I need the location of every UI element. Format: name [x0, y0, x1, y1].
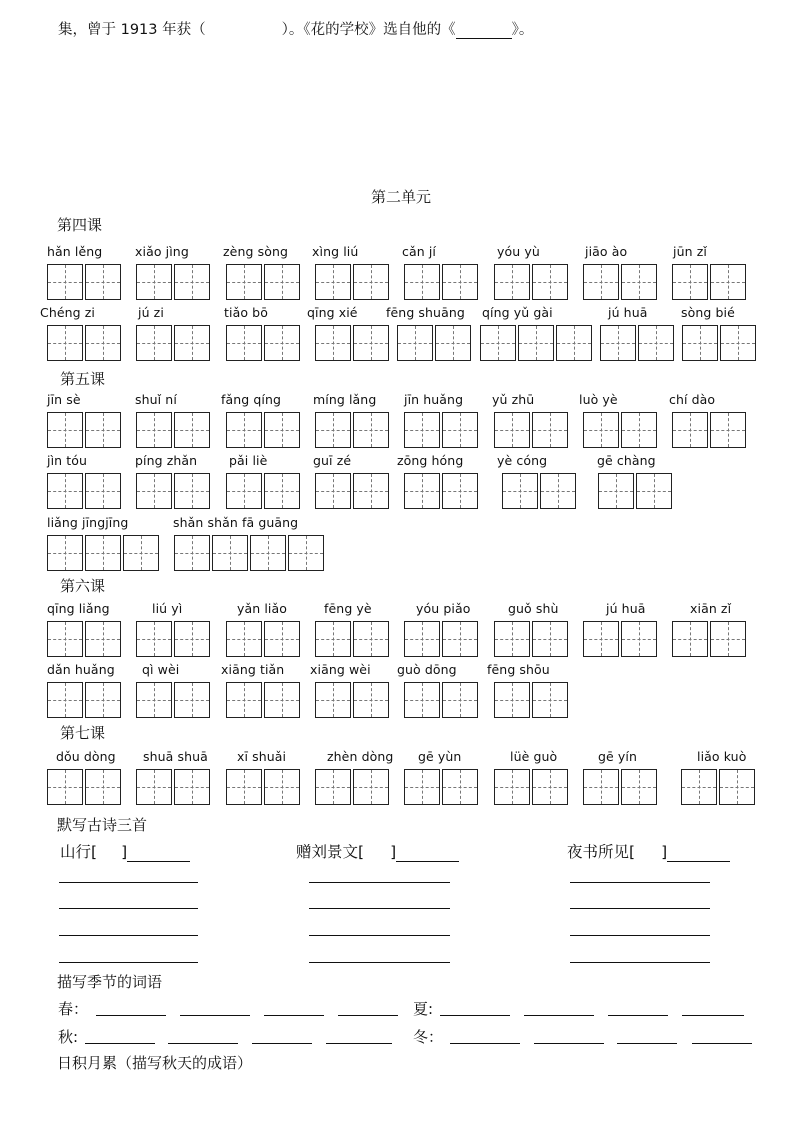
writing-cell[interactable] — [480, 325, 516, 361]
top-text-part2: ）。《花的学校》选自他的《 — [281, 22, 456, 38]
writing-cell[interactable] — [540, 473, 576, 509]
writing-cell[interactable] — [353, 473, 389, 509]
writing-cell[interactable] — [442, 621, 478, 657]
writing-cell[interactable] — [174, 473, 210, 509]
pinyin-label: shuǐ ní — [135, 392, 177, 407]
autumn-blank[interactable] — [85, 1043, 155, 1044]
pinyin-label: qīng liǎng — [47, 601, 110, 616]
writing-cell[interactable] — [226, 769, 262, 805]
writing-cell[interactable] — [136, 412, 172, 448]
writing-cell[interactable] — [404, 621, 440, 657]
pinyin-label: qì wèi — [142, 662, 180, 677]
pinyin-label: luò yè — [579, 392, 618, 407]
pinyin-label: jìn tóu — [47, 453, 88, 468]
writing-cell[interactable] — [583, 412, 619, 448]
poem-2-line[interactable] — [309, 882, 450, 883]
writing-cell[interactable] — [636, 473, 672, 509]
pinyin-label: yǔ zhū — [492, 392, 535, 407]
writing-cell[interactable] — [136, 769, 172, 805]
writing-cell[interactable] — [621, 769, 657, 805]
poem-1-title: 山行[ ] — [60, 840, 190, 862]
summer-blank[interactable] — [608, 1015, 668, 1016]
writing-cell[interactable] — [442, 264, 478, 300]
writing-cell[interactable] — [264, 682, 300, 718]
writing-cell[interactable] — [85, 621, 121, 657]
writing-cell[interactable] — [264, 769, 300, 805]
pinyin-label: píng zhǎn — [135, 453, 198, 468]
pinyin-label: fēng yè — [324, 601, 372, 616]
pinyin-label: xiāng wèi — [310, 662, 371, 677]
writing-cell[interactable] — [226, 682, 262, 718]
writing-cell[interactable] — [315, 473, 351, 509]
pinyin-label: jú huā — [606, 601, 646, 616]
poem-2-title: 赠刘景文[ ] — [296, 840, 459, 862]
writing-cell[interactable] — [532, 412, 568, 448]
poem-section-heading: 默写古诗三首 — [57, 816, 148, 834]
writing-cell[interactable] — [315, 325, 351, 361]
pinyin-label: liǎng jīngjīng — [47, 515, 129, 530]
writing-cell[interactable] — [136, 264, 172, 300]
pinyin-label: chí dào — [669, 392, 716, 407]
poem-1-line[interactable] — [59, 935, 198, 936]
winter-blank[interactable] — [692, 1043, 752, 1044]
writing-cell[interactable] — [404, 769, 440, 805]
autumn-label: 秋: — [58, 1028, 79, 1046]
poem-3-line[interactable] — [570, 962, 710, 963]
writing-cell[interactable] — [442, 412, 478, 448]
pinyin-label: sòng bié — [681, 305, 735, 320]
writing-cell[interactable] — [85, 535, 121, 571]
writing-cell[interactable] — [174, 412, 210, 448]
spring-blank[interactable] — [96, 1015, 166, 1016]
pinyin-label: zèng sòng — [223, 244, 288, 259]
writing-cell[interactable] — [315, 412, 351, 448]
summer-blank[interactable] — [440, 1015, 510, 1016]
writing-cell[interactable] — [212, 535, 248, 571]
writing-cell[interactable] — [136, 682, 172, 718]
writing-cell[interactable] — [404, 473, 440, 509]
writing-cell[interactable] — [494, 769, 530, 805]
spring-blank[interactable] — [338, 1015, 398, 1016]
writing-cell[interactable] — [583, 621, 619, 657]
writing-cell[interactable] — [136, 473, 172, 509]
writing-cell[interactable] — [442, 473, 478, 509]
poem-1-author-blank[interactable] — [127, 846, 190, 862]
writing-cell[interactable] — [136, 325, 172, 361]
top-question-line — [58, 18, 533, 39]
pinyin-label: xiāng tiǎn — [221, 662, 285, 677]
writing-cell[interactable] — [494, 264, 530, 300]
writing-cell[interactable] — [719, 769, 755, 805]
lesson-4-title: 第四课 — [57, 216, 103, 234]
winter-blank[interactable] — [450, 1043, 520, 1044]
writing-cell[interactable] — [353, 412, 389, 448]
writing-cell[interactable] — [47, 325, 83, 361]
writing-cell[interactable] — [315, 682, 351, 718]
top-text-part3: 》。 — [511, 22, 534, 38]
pinyin-label: xiǎo jìng — [135, 244, 189, 259]
summer-blank[interactable] — [682, 1015, 744, 1016]
writing-cell[interactable] — [85, 473, 121, 509]
writing-cell[interactable] — [174, 264, 210, 300]
writing-cell[interactable] — [404, 682, 440, 718]
top-blank-2[interactable] — [456, 23, 512, 39]
lesson-5-title: 第五课 — [60, 370, 106, 388]
writing-cell[interactable] — [264, 264, 300, 300]
writing-cell[interactable] — [85, 412, 121, 448]
writing-cell[interactable] — [123, 535, 159, 571]
writing-cell[interactable] — [226, 264, 262, 300]
poem-3-line[interactable] — [570, 882, 710, 883]
pinyin-label: qíng yǔ gài — [482, 305, 553, 320]
writing-cell[interactable] — [353, 621, 389, 657]
autumn-blank[interactable] — [326, 1043, 392, 1044]
writing-cell[interactable] — [556, 325, 592, 361]
pinyin-label: hǎn lěng — [47, 244, 103, 259]
writing-cell[interactable] — [583, 769, 619, 805]
writing-cell[interactable] — [47, 769, 83, 805]
writing-cell[interactable] — [47, 621, 83, 657]
pinyin-label: guò dōng — [397, 662, 457, 677]
writing-cell[interactable] — [583, 264, 619, 300]
writing-cell[interactable] — [353, 682, 389, 718]
writing-cell[interactable] — [710, 264, 746, 300]
writing-cell[interactable] — [47, 682, 83, 718]
writing-cell[interactable] — [226, 325, 262, 361]
pinyin-label: yǎn liǎo — [237, 601, 288, 616]
writing-cell[interactable] — [174, 535, 210, 571]
pinyin-label: xiān zǐ — [690, 601, 732, 616]
writing-cell[interactable] — [353, 264, 389, 300]
pinyin-label: fǎng qíng — [221, 392, 282, 407]
poem-2-line[interactable] — [309, 908, 450, 909]
writing-cell[interactable] — [621, 621, 657, 657]
pinyin-label: Chéng zi — [40, 305, 96, 320]
writing-cell[interactable] — [435, 325, 471, 361]
pinyin-label: qīng xié — [307, 305, 358, 320]
pinyin-label: pǎi liè — [229, 453, 268, 468]
pinyin-label: gē yùn — [418, 749, 462, 764]
spring-blank[interactable] — [180, 1015, 250, 1016]
writing-cell[interactable] — [85, 325, 121, 361]
idiom-section-heading: 日积月累（描写秋天的成语） — [57, 1054, 253, 1072]
writing-cell[interactable] — [494, 682, 530, 718]
writing-cell[interactable] — [710, 621, 746, 657]
pinyin-label: dǎn huǎng — [47, 662, 115, 677]
writing-cell[interactable] — [174, 325, 210, 361]
poem-3-title: 夜书所见[ ] — [567, 840, 730, 862]
writing-cell[interactable] — [174, 682, 210, 718]
winter-blank[interactable] — [534, 1043, 604, 1044]
pinyin-label: liǎo kuò — [697, 749, 747, 764]
writing-cell[interactable] — [264, 473, 300, 509]
writing-cell[interactable] — [226, 412, 262, 448]
pinyin-label: lüè guò — [510, 749, 558, 764]
pinyin-label: liú yì — [152, 601, 183, 616]
lesson-6-title: 第六课 — [60, 577, 106, 595]
pinyin-label: jīn huǎng — [404, 392, 464, 407]
writing-cell[interactable] — [47, 412, 83, 448]
pinyin-label: fēng shōu — [487, 662, 550, 677]
writing-cell[interactable] — [264, 325, 300, 361]
pinyin-label: zhèn dòng — [327, 749, 394, 764]
poem-1-line[interactable] — [59, 882, 198, 883]
writing-cell[interactable] — [442, 769, 478, 805]
writing-cell[interactable] — [264, 621, 300, 657]
poem-3-author-blank[interactable] — [667, 846, 730, 862]
autumn-blank[interactable] — [252, 1043, 312, 1044]
writing-cell[interactable] — [47, 264, 83, 300]
pinyin-label: shǎn shǎn fā guāng — [173, 515, 299, 530]
writing-cell[interactable] — [532, 682, 568, 718]
writing-cell[interactable] — [85, 264, 121, 300]
writing-cell[interactable] — [518, 325, 554, 361]
writing-cell[interactable] — [672, 412, 708, 448]
writing-cell[interactable] — [250, 535, 286, 571]
pinyin-label: guī zé — [313, 453, 352, 468]
writing-cell[interactable] — [442, 682, 478, 718]
writing-cell[interactable] — [682, 325, 718, 361]
writing-cell[interactable] — [226, 621, 262, 657]
pinyin-label: míng lǎng — [313, 392, 377, 407]
pinyin-label: jú huā — [608, 305, 648, 320]
pinyin-label: zōng hóng — [397, 453, 464, 468]
summer-label: 夏: — [413, 1000, 434, 1018]
top-text-part1: 集，曾于 1913 年获（ — [58, 22, 206, 38]
pinyin-label: jú zi — [138, 305, 164, 320]
poem-3-line[interactable] — [570, 908, 710, 909]
writing-cell[interactable] — [621, 412, 657, 448]
pinyin-label: dǒu dòng — [56, 749, 116, 764]
pinyin-label: jiāo ào — [585, 244, 628, 259]
writing-cell[interactable] — [174, 621, 210, 657]
poem-2-author-blank[interactable] — [396, 846, 459, 862]
writing-cell[interactable] — [532, 264, 568, 300]
writing-cell[interactable] — [710, 412, 746, 448]
summer-blank[interactable] — [524, 1015, 594, 1016]
pinyin-label: jīn sè — [47, 392, 81, 407]
poem-1-line[interactable] — [59, 908, 198, 909]
writing-cell[interactable] — [315, 621, 351, 657]
pinyin-label: jūn zǐ — [673, 244, 707, 259]
writing-cell[interactable] — [720, 325, 756, 361]
writing-cell[interactable] — [315, 769, 351, 805]
writing-cell[interactable] — [226, 473, 262, 509]
winter-blank[interactable] — [617, 1043, 677, 1044]
unit-title: 第二单元 — [371, 188, 432, 206]
pinyin-label: xī shuǎi — [237, 749, 287, 764]
writing-cell[interactable] — [47, 473, 83, 509]
pinyin-label: tiǎo bō — [224, 305, 268, 320]
winter-label: 冬： — [413, 1028, 444, 1046]
spring-label: 春： — [58, 1000, 89, 1018]
poem-2-line[interactable] — [309, 962, 450, 963]
poem-1-line[interactable] — [59, 962, 198, 963]
writing-cell[interactable] — [404, 264, 440, 300]
pinyin-label: yóu yù — [497, 244, 540, 259]
pinyin-label: cǎn jí — [402, 244, 436, 259]
writing-cell[interactable] — [264, 412, 300, 448]
autumn-blank[interactable] — [168, 1043, 238, 1044]
writing-cell[interactable] — [404, 412, 440, 448]
poem-3-line[interactable] — [570, 935, 710, 936]
lesson-7-title: 第七课 — [60, 724, 106, 742]
writing-cell[interactable] — [600, 325, 636, 361]
writing-cell[interactable] — [532, 621, 568, 657]
writing-cell[interactable] — [621, 264, 657, 300]
writing-cell[interactable] — [532, 769, 568, 805]
writing-cell[interactable] — [85, 769, 121, 805]
writing-cell[interactable] — [681, 769, 717, 805]
writing-cell[interactable] — [502, 473, 538, 509]
writing-cell[interactable] — [288, 535, 324, 571]
writing-cell[interactable] — [638, 325, 674, 361]
season-section-heading: 描写季节的词语 — [57, 973, 163, 991]
spring-blank[interactable] — [264, 1015, 324, 1016]
writing-cell[interactable] — [47, 535, 83, 571]
pinyin-label: guǒ shù — [508, 601, 559, 616]
writing-cell[interactable] — [174, 769, 210, 805]
pinyin-label: yè cóng — [497, 453, 548, 468]
writing-cell[interactable] — [315, 264, 351, 300]
writing-cell[interactable] — [672, 264, 708, 300]
pinyin-label: yóu piǎo — [416, 601, 471, 616]
writing-cell[interactable] — [598, 473, 634, 509]
writing-cell[interactable] — [353, 325, 389, 361]
pinyin-label: xìng liú — [312, 244, 359, 259]
writing-cell[interactable] — [136, 621, 172, 657]
writing-cell[interactable] — [85, 682, 121, 718]
pinyin-label: gē yín — [598, 749, 637, 764]
writing-cell[interactable] — [494, 621, 530, 657]
pinyin-label: shuā shuā — [143, 749, 208, 764]
poem-2-line[interactable] — [309, 935, 450, 936]
pinyin-label: gē chàng — [597, 453, 656, 468]
writing-cell[interactable] — [397, 325, 433, 361]
writing-cell[interactable] — [353, 769, 389, 805]
writing-cell[interactable] — [494, 412, 530, 448]
writing-cell[interactable] — [672, 621, 708, 657]
pinyin-label: fēng shuāng — [386, 305, 465, 320]
